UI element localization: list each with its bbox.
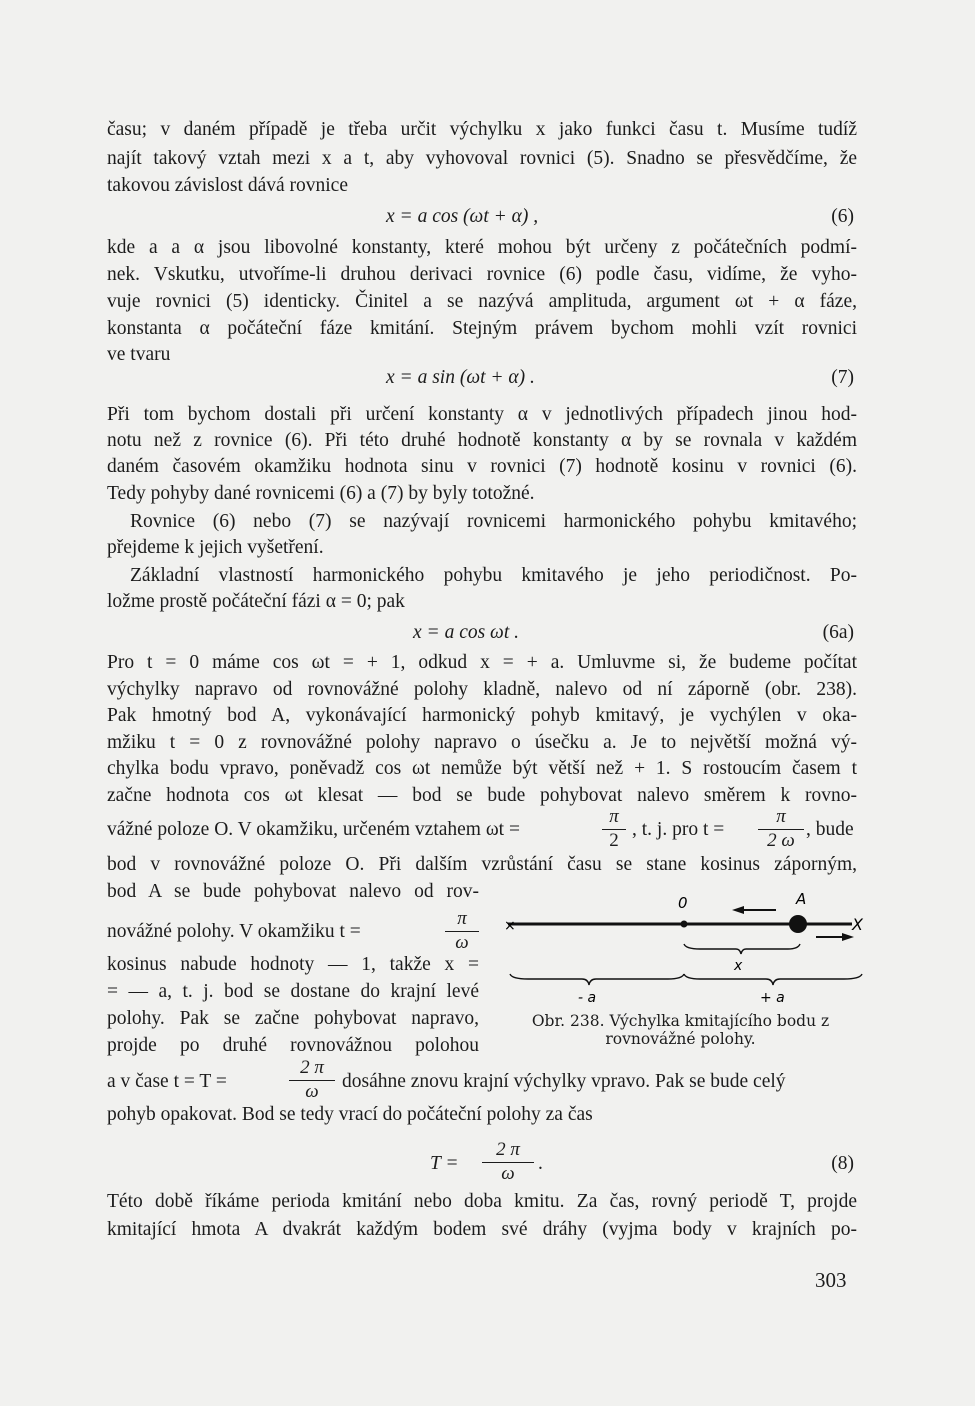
fraction-numerator: π — [776, 806, 786, 827]
fraction-numerator: 2 π — [300, 1057, 324, 1078]
text-line: kosinus nabude hodnoty — 1, takže x = — [107, 954, 479, 975]
text-line: chylka bodu vpravo, poněvadž cos ωt nemůže být větší než + 1. S rostoucím časem t — [107, 758, 857, 779]
text-fragment: novážné polohy. V okamžiku t = — [107, 921, 361, 942]
equation-6: x = a cos (ωt + α) , — [386, 206, 539, 227]
fraction-denominator: ω — [305, 1081, 319, 1102]
page-number: 303 — [815, 1268, 847, 1292]
text-line: pohyb opakovat. Bod se tedy vrací do počáteční polohy za čas — [107, 1104, 593, 1125]
text-line: kde a a α jsou libovolné konstanty, které mohou být určeny z počátečních podmí- — [107, 237, 857, 258]
equation-number: (6a) — [822, 622, 854, 643]
fraction-pi-over-2 — [602, 806, 626, 852]
label-O: 0 — [678, 894, 688, 912]
fraction-pi-over-omega — [445, 908, 479, 954]
text-line: bod A se bude pohybovat nalevo od rov- — [107, 881, 479, 902]
text-line: začne hodnota cos ωt klesat — bod se bude pohybovat nalevo směrem k rovno- — [107, 785, 857, 806]
text-line: Této době říkáme perioda kmitání nebo doba kmitu. Za čas, rovný periodě T, projde — [107, 1191, 857, 1212]
text-line: Základní vlastností harmonického pohybu kmitavého je jeho periodičnost. Po- — [130, 565, 857, 586]
text-line: najít takový vztah mezi x a t, aby vyhovoval rovnici (5). Snadno se přesvědčíme, že — [107, 148, 857, 169]
text-line: polohy. Pak se začne pohybovat napravo, — [107, 1008, 479, 1029]
fraction-denominator: ω — [501, 1163, 515, 1184]
period: . — [538, 1153, 543, 1174]
arrow-right-head — [842, 933, 854, 941]
brace-plus-a — [684, 974, 862, 985]
text-line: Při tom bychom dostali při určení konstanty α v jednotlivých případech jinou hod- — [107, 404, 857, 425]
fraction-denominator: ω — [455, 932, 469, 953]
fraction-denominator: 2 — [609, 830, 619, 851]
arrow-left-head — [732, 906, 744, 914]
fraction-2pi-over-omega — [482, 1139, 534, 1185]
text-line: Pak hmotný bod A, vykonávající harmonický pohyb kmitavý, je vychýlen v oka- — [107, 705, 857, 726]
label-plus-a: + a — [760, 990, 785, 1006]
brace-minus-a — [510, 974, 684, 985]
figure-238 — [500, 886, 870, 1011]
equation-6a: x = a cos ωt . — [413, 622, 519, 643]
text-line: mžiku t = 0 z rovnovážné polohy napravo o úsečku a. Je to největší možná vý- — [107, 732, 857, 753]
fraction-pi-over-2-omega — [758, 806, 804, 852]
text-fragment: , bude — [806, 819, 854, 840]
equation-number: (7) — [831, 367, 854, 388]
fraction-numerator: π — [457, 908, 467, 929]
fraction-2pi-over-omega — [289, 1057, 335, 1103]
text-fragment: dosáhne znovu krajní výchylky vpravo. Pak se bude celý — [342, 1071, 786, 1092]
figure-caption: Obr. 238. Výchylka kmitajícího bodu z rovnovážné polohy. — [531, 1012, 830, 1048]
equation-number: (8) — [831, 1153, 854, 1174]
brace-x — [684, 944, 800, 954]
text-line: bod v rovnovážné poloze O. Při dalším vzrůstání času se stane kosinus záporným, — [107, 854, 857, 875]
text-line: = — a, t. j. bod se dostane do krajní levé — [107, 981, 479, 1002]
equation-8: T = — [430, 1153, 459, 1174]
text-line: projde po druhé rovnovážnou polohou — [107, 1035, 479, 1056]
label-x: x — [734, 958, 743, 974]
fraction-numerator: π — [609, 806, 619, 827]
label-A: A — [796, 890, 807, 908]
axis-start-mark: × — [504, 918, 516, 934]
text-line: vuje rovnici (5) identicky. Činitel a se nazývá amplituda, argument ωt + α fáze, — [107, 291, 857, 312]
fraction-denominator: 2 ω — [767, 830, 795, 851]
text-line: kmitající hmota A dvakrát každým bodem své dráhy (vyjma body v krajních po- — [107, 1219, 857, 1240]
text-line: nek. Vskutku, utvoříme-li druhou derivaci rovnice (6) podle času, vidíme, že vyho- — [107, 264, 857, 285]
text-fragment: a v čase t = T = — [107, 1071, 227, 1092]
text-line: času; v daném případě je třeba určit výchylku x jako funkci času t. Musíme tudíž — [107, 119, 857, 140]
equation-number: (6) — [831, 206, 854, 227]
text-line: Rovnice (6) nebo (7) se nazývají rovnicemi harmonického pohybu kmitavého; — [130, 511, 857, 532]
text-line: ložme prostě počáteční fázi α = 0; pak — [107, 591, 405, 612]
axis-x-label: X — [852, 915, 863, 934]
text-fragment: , t. j. pro t = — [632, 819, 725, 840]
fraction-numerator: 2 π — [496, 1139, 520, 1160]
label-minus-a: - a — [578, 990, 597, 1006]
equilibrium-point — [681, 921, 688, 928]
text-fragment: vážné poloze O. V okamžiku, určeném vztahem ωt = — [107, 819, 520, 840]
text-line: daném časovém okamžiku hodnota sinu v rovnici (7) hodnotě kosinu v rovnici (6). — [107, 456, 857, 477]
text-line: výchylky napravo od rovnovážné polohy kladně, nalevo od ní záporně (obr. 238). — [107, 679, 857, 700]
text-line: Tedy pohyby dané rovnicemi (6) a (7) by byly totožné. — [107, 483, 535, 504]
text-line: Pro t = 0 máme cos ωt = + 1, odkud x = + a. Umluvme si, že budeme počítat — [107, 652, 857, 673]
text-line: konstanta α počáteční fáze kmitání. Stejným právem bychom mohli vzít rovnici — [107, 318, 857, 339]
mass-point-A — [789, 915, 807, 933]
text-line: notu než z rovnice (6). Při této druhé hodnotě konstanty α by se rovnala v každém — [107, 430, 857, 451]
text-line: ve tvaru — [107, 344, 171, 365]
equation-7: x = a sin (ωt + α) . — [386, 367, 535, 388]
text-line: přejdeme k jejich vyšetření. — [107, 537, 324, 558]
text-line: takovou závislost dává rovnice — [107, 175, 348, 196]
